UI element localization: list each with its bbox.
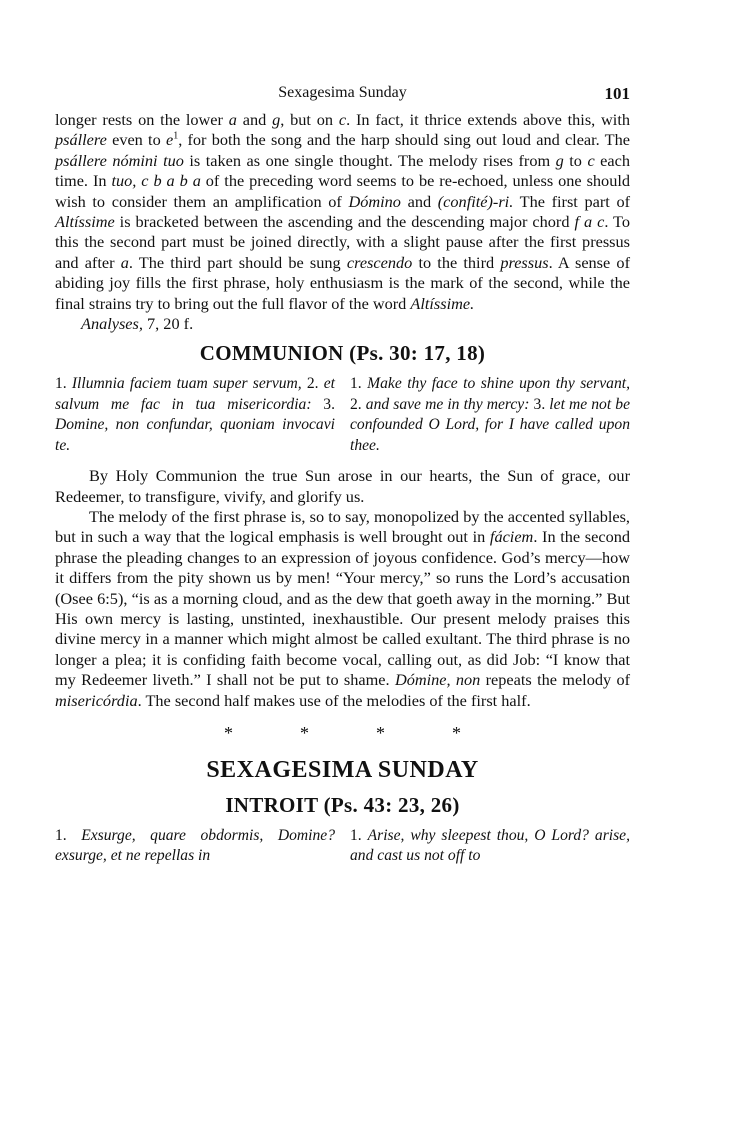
italic-run: g — [555, 150, 564, 170]
book-page — [55, 80, 630, 877]
intro-paragraph: longer rests on the lower a and g, but on c. In fact, it thrice extends above this, with psállere even to $e^1$, for both the song and the harp should sing out loud and clear. The psállere nómini tuo is taken as one single thought. The melody rises from g to c each time. In tuo, c b a b a of the preceding word seems to be re-echoed, unless one should wish to consider them an amplification of Dómino and (confité)-ri. The first part of Altíssime is bracketed between the ascending and the descending major chord f a c. To this the second part must be joined directly, with a slight pause after the first pressus and after a. The third part should be sung crescendo to the third pressus. A sense of abiding joy fills the first phrase, holy enthusiasm is the mark of the second, while the final strains try to bring out the full flavor of the word Altíssime. — [55, 110, 631, 313]
italic-run: g — [272, 110, 281, 129]
verse-number: 1. — [55, 826, 82, 844]
communion-heading: COMMUNION (Ps. 30: 17, 18) — [199, 341, 486, 366]
verse-number: 2. — [306, 375, 319, 393]
italic-run: misericórdia — [55, 690, 138, 710]
italic-run: crescendo — [346, 252, 413, 272]
reference-detail: 7, 20 f. — [142, 314, 194, 334]
verse-number: 3. — [323, 395, 335, 413]
separator-star: * — [224, 722, 233, 743]
italic-run: Dómino — [348, 191, 401, 211]
italic-run: Altíssime. — [410, 293, 475, 313]
italic-run: fáciem — [489, 527, 534, 547]
superscript-run: 1 — [173, 130, 179, 142]
analyses-reference — [55, 314, 630, 334]
verse-number: 3. — [533, 395, 546, 413]
italic-run: pressus — [500, 252, 549, 272]
communion-english-text: 1. Make thy face to shine upon thy servant, 2. and save me in thy mercy: 3. let me not be confounded O Lord, for I have called upon thee. — [350, 375, 630, 454]
separator-star: * — [452, 722, 461, 743]
italic-run: Dómine, non — [394, 670, 481, 690]
italic-run: (confité)-ri. — [437, 191, 514, 211]
section-separator — [55, 723, 630, 744]
communion-paragraph-1: By Holy Communion the true Sun arose in our hearts, the Sun of grace, our Redeemer, to transfigure, vivify, and glorify us. — [55, 466, 630, 506]
italic-run: a — [120, 252, 129, 272]
communion-paragraph-2: The melody of the first phrase is, so to say, monopolized by the accented syllables, but in such a way that the logical emphasis is well brought out in fáciem. In the second phrase the pleading changes to an expression of joyous confidence. God’s mercy—how it differs from the pity shown us by men! “Your mercy,” so runs the Lord’s accusation (Osee 6:5), “is as a morning cloud, and as the dew that goeth away in the morning.” But His own mercy is lasting, unstinted, inexhaustible. Our present melody praises this divine mercy in a manner which might almost be called exultant. The third phrase is no longer a plea; it is confiding faith become vocal, calling out, as did Job: “I know that my Redeemer liveth.” I shall not be put to shame. Dómine, non repeats the melody of misericórdia. The second half makes use of the melodies of the first half. — [55, 506, 631, 710]
running-header — [55, 80, 630, 110]
communion-latin-text: 1. Illumnia faciem tuam super servum, 2. et salvum me fac in tua misericordia: 3. Domine, non confundar, quoniam invocavi te. — [55, 375, 335, 454]
separator-star: * — [376, 722, 385, 743]
italic-run: Altíssime — [55, 212, 115, 232]
separator-star: * — [300, 722, 309, 743]
introit-latin-text: 1. Exsurge, quare obdormis, Domine? exsurge, et ne repellas in — [55, 826, 335, 865]
italic-run: psállere nómini tuo — [55, 150, 184, 170]
verse-number: 1. — [350, 375, 368, 393]
italic-run: a — [228, 110, 237, 129]
introit-english-text: 1. Arise, why sleepest thou, O Lord? arise, and cast us not off to — [350, 826, 630, 865]
italic-run: e — [165, 130, 174, 150]
introit-heading: INTROIT (Ps. 43: 23, 26) — [225, 792, 460, 817]
running-title: Sexagesima Sunday — [278, 84, 407, 101]
verse-number: 1. — [350, 826, 368, 844]
italic-run: tuo, c b a b a — [111, 171, 201, 191]
italic-run: c — [587, 150, 595, 170]
italic-run: c — [338, 110, 347, 129]
feast-title: SEXAGESIMA SUNDAY — [206, 756, 479, 783]
reference-source: Analyses, — [81, 314, 143, 334]
page-number: 101 — [604, 84, 630, 103]
communion-text-columns — [55, 374, 630, 456]
italic-run: psállere — [55, 130, 107, 150]
italic-run: f a c — [574, 212, 605, 232]
introit-text-columns — [55, 826, 630, 867]
verse-number: 1. — [55, 375, 72, 393]
verse-number: 2. — [350, 395, 362, 413]
